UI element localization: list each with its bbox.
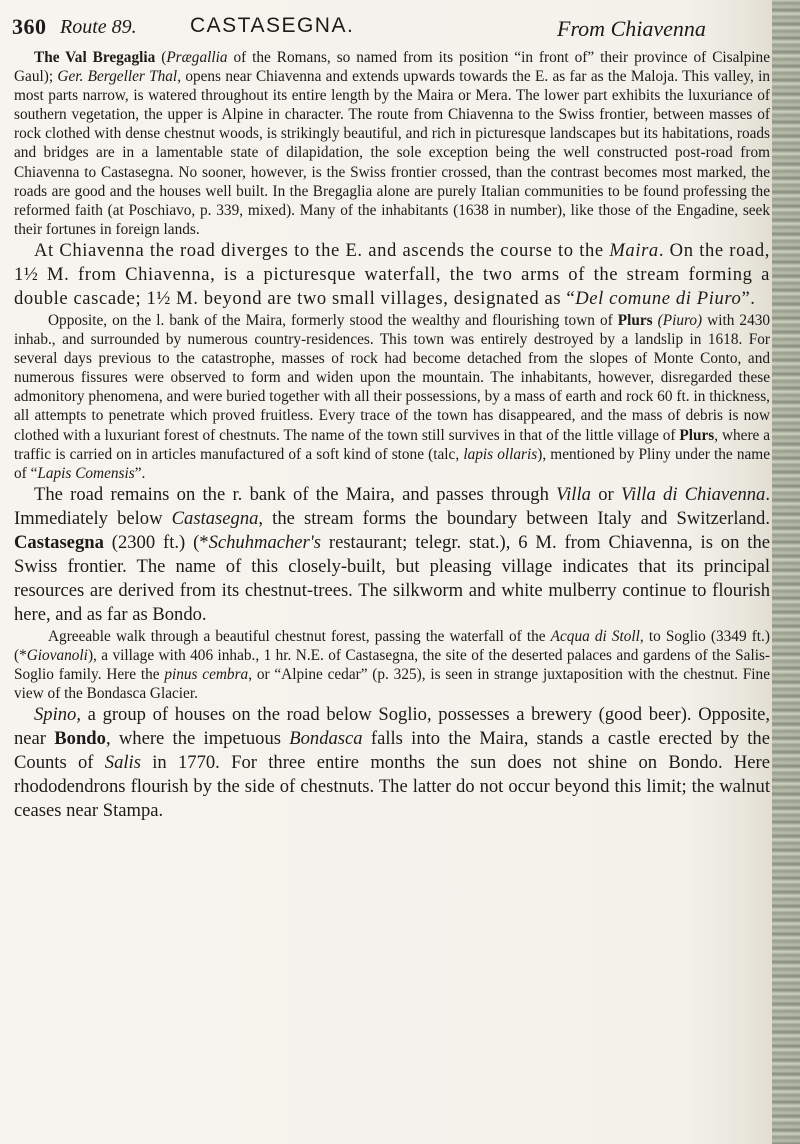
page-body	[14, 48, 770, 823]
text-run: falls into the Maira, stands a castle erected by the Counts of	[14, 728, 770, 774]
text-run: with 2430 inhab., and surrounded by numerous country-residences. This town was entirely destroyed by a landslip in 1618. For several days previous to the catastrophe, masses of rock had become detached from the slopes of Monte Conto, and numerous fissures were observed to form and widen upon the mountain. The inhabitants, however, disregarded these admonitory phenomena, and were buried together with all their possessions, by a mass of earth and rock 60 ft. in thickness, all attempts to penetrate which proved fruitless. Every trace of the town has disappeared, and the mass of debris is now clothed with a luxuriant forest of chestnuts. The name of the town still survives in that of the little village of	[14, 311, 771, 444]
maira-name: Maira	[609, 239, 659, 261]
text-run: , where a traffic is carried on in articles manufactured of a soft kind of stone (talc,	[14, 426, 771, 463]
text-run: ), a village with 406 inhab., 1 hr. N.E. of Castasegna, the site of the deserted palaces and gardens of the Salis-Soglio family. Here the	[14, 646, 770, 683]
running-header	[12, 14, 752, 44]
latin-name: Prægallia	[166, 49, 228, 66]
text-run: . Immediately below	[14, 483, 770, 529]
text-run: of the Romans, so named from its position “in front of” their province of Cisalpine Gaul);	[14, 49, 770, 86]
pinus-cembra: pinus cembra	[164, 665, 249, 683]
spino-name: Spino	[34, 704, 77, 726]
place-heading: CASTASEGNA.	[190, 14, 355, 37]
text-run: Agreeable walk through a beautiful chestnut forest, passing the waterfall of the	[48, 627, 551, 645]
paragraph-soglio-walk	[14, 627, 770, 703]
lapis-comensis: Lapis Comensis	[37, 464, 135, 482]
castasegna-bold: Castasegna	[14, 531, 104, 553]
text-run: ”.	[741, 287, 756, 309]
page-number: 360	[12, 14, 47, 39]
text-run: restaurant; telegr. stat.), 6 M. from Chiavenna, is on the Swiss frontier. The name of this closely-built, but pleasing village indicates that its principal resources are derived from its chestnut-trees. The silkworm and white mulberry continue to flourish here, and as far as Bondo.	[14, 531, 770, 625]
page-edge-foliage	[772, 0, 800, 1144]
salis-name: Salis	[104, 752, 141, 774]
giovanoli-name: Giovanoli	[26, 646, 88, 664]
text-run: Opposite, on the l. bank of the Maira, formerly stood the wealthy and flourishing town of	[48, 311, 618, 329]
text-run: ), mentioned by Pliny under the name of “	[14, 445, 770, 482]
lapis-ollaris: lapis ollaris	[463, 445, 538, 463]
paragraph-spino	[14, 703, 770, 823]
schuhmacher-name: Schuhmacher's	[208, 531, 321, 553]
paragraph-ascent	[14, 239, 770, 311]
castasegna-italic: Castasegna	[171, 507, 259, 529]
text-run: , the stream forms the boundary between Italy and Switzerland.	[258, 507, 770, 529]
acqua-di-stoll: Acqua di Stoll	[550, 627, 640, 645]
text-run: , to Soglio (3349 ft.) (*	[14, 627, 770, 664]
text-run: , opens near Chiavenna and extends upwards towards the E. as far as the Maloja. This valley, in most parts narrow, is watered throughout its entire length by the Maira or Mera. The lower part exhibits the luxuriance of southern vegetation, the upper is Alpine in character. The route from Chiavenna to the Swiss frontier, between masses of rock clothed with dense chestnut woods, is strikingly beautiful, and rich in picturesque landscapes but its habitations, roads and bridges are in a lamentable state of dilapidation, the sole exception being the well constructed post-road from Chiavenna to Castasegna. No sooner, however, is the Swiss frontier crossed, than the contrast becomes most marked, the roads are good and the houses well built. In the Bregaglia alone are purely Italian communities to be found professing the reformed faith (at Poschiavo, p. 339, mixed). Many of the inhabitants (1638 in number), like those of the Engadine, seek their fortunes in foreign lands.	[14, 68, 770, 238]
german-name: Ger. Bergeller Thal	[57, 68, 178, 86]
text-run: ”.	[134, 464, 146, 482]
plurs-name: Plurs	[617, 311, 653, 329]
text-run: , where the impetuous	[105, 728, 290, 750]
plurs-village: Plurs	[679, 426, 715, 444]
villa-name: Villa	[556, 483, 591, 505]
text-run: in 1770. For three entire months the sun does not shine on Bondo. Here rhododendrons flourish by the side of chestnuts. The latter do not occur beyond this limit; the walnut ceases near Stampa.	[14, 752, 771, 822]
paragraph-castasegna	[14, 483, 770, 627]
val-bregaglia-title: The Val Bregaglia	[34, 49, 156, 66]
piuro-name: (Piuro)	[657, 311, 703, 329]
bondasca-name: Bondasca	[289, 728, 363, 750]
text-run: The road remains on the r. bank of the Maira, and passes through	[34, 483, 557, 505]
paragraph-val-bregaglia: The Val Bregaglia (Prægallia of the Romans, so named from its position “in front of” their province of Cisalpine Gaul); Ger. Bergeller Thal, opens near Chiavenna and extends upwards towards the E. as far as the Maloja. This valley, in most parts narrow, is watered throughout its entire length by the Maira or Mera. The lower part exhibits the luxuriance of southern vegetation, the upper is Alpine in character. The route from Chiavenna to the Swiss frontier, between masses of rock clothed with dense chestnut woods, is strikingly beautiful, and rich in picturesque landscapes but its habitations, roads and bridges are in a lamentable state of dilapidation, the sole exception being the well constructed post-road from Chiavenna to Castasegna. No sooner, however, is the Swiss frontier crossed, than the contrast becomes most marked, the roads are good and the houses well built. In the Bregaglia alone are purely Italian communities to be found professing the reformed faith (at Poschiavo, p. 339, mixed). Many of the inhabitants (1638 in number), like those of the Engadine, seek their fortunes in foreign lands.	[14, 49, 770, 238]
text-run: At Chiavenna the road diverges to the E. and ascends the course to the	[34, 239, 610, 261]
text-run: , a group of houses on the road below Soglio, possesses a brewery (good beer). Opposite, near	[14, 704, 770, 750]
text-run: or	[590, 483, 621, 505]
from-label: From Chiavenna	[557, 16, 706, 41]
villa-di-chiavenna: Villa di Chiavenna	[620, 483, 766, 505]
paragraph-plurs	[14, 311, 770, 483]
text-run: , or “Alpine cedar” (p. 325), is seen in strange juxtaposition with the chestnut. Fine view of the Bondasca Glacier.	[14, 665, 770, 703]
comune-name: Del comune di Piuro	[575, 287, 742, 309]
bondo-name: Bondo	[54, 728, 106, 750]
text-run: . On the road, 1½ M. from Chiavenna, is a picturesque waterfall, the two arms of the stream forming a double cascade; 1½ M. beyond are two small villages, designated as “	[14, 239, 770, 309]
route-label: Route 89.	[60, 16, 137, 38]
text-run: (2300 ft.) (*	[103, 531, 209, 553]
